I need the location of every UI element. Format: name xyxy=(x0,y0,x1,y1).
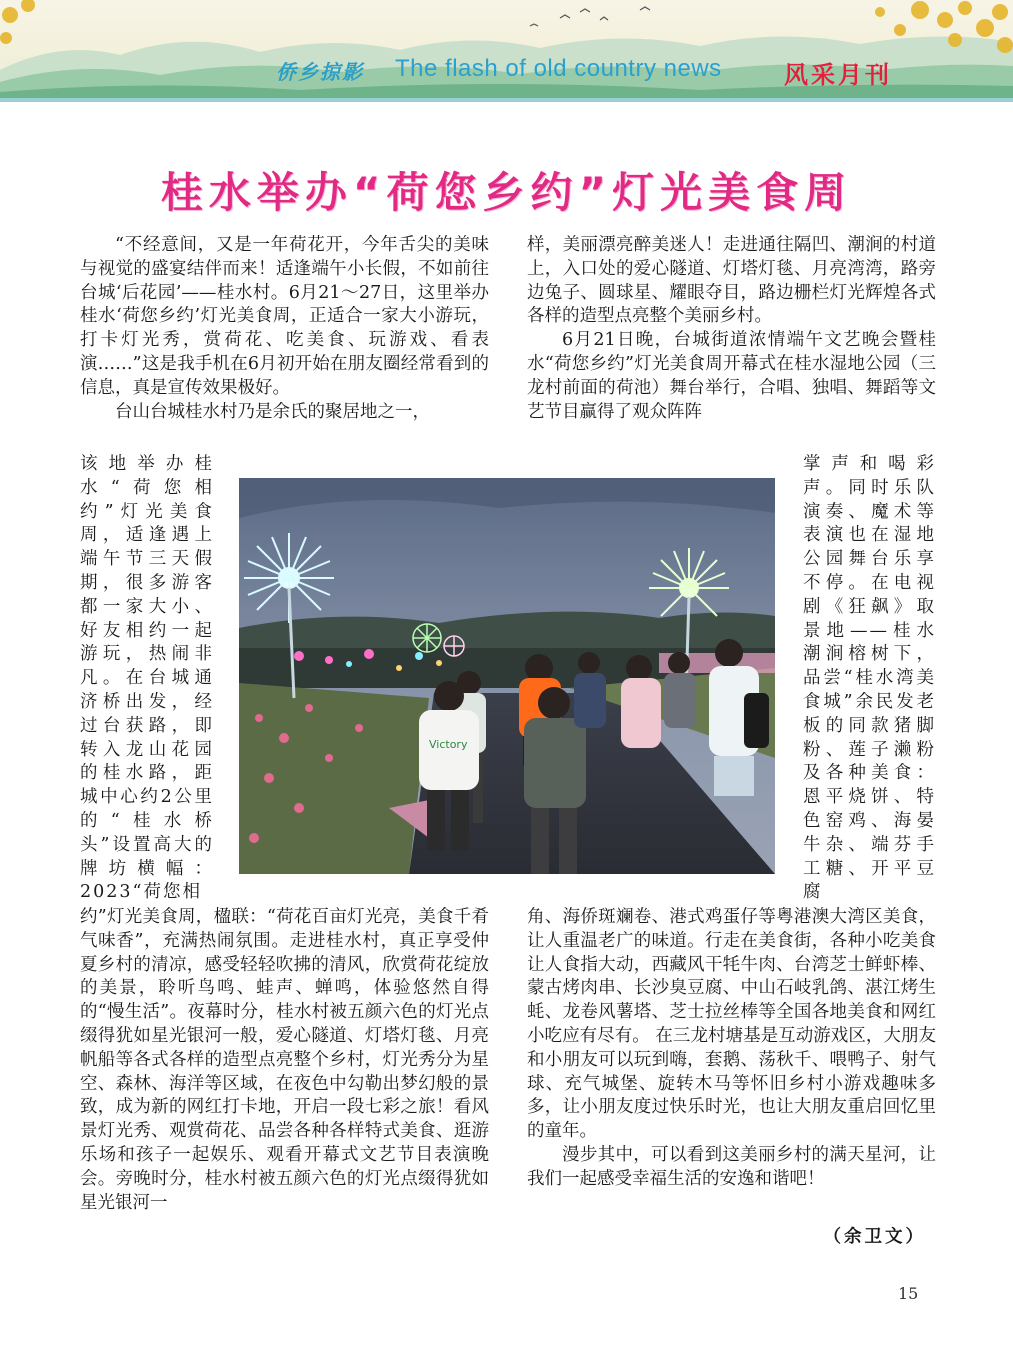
right-column-side xyxy=(803,453,936,905)
page-number: 15 xyxy=(898,1284,919,1303)
paragraph: 约”灯光美食周，楹联：“荷花百亩灯光亮，美食千肴气味香”，充满热闹氛围。走进桂水村，真正享受仲夏乡村的清凉，感受轻轻吹拂的清风，欣赏荷花绽放的美景，聆听鸟鸣、蛙声、蝉鸣，体验悠然自得的“慢生活”。夜幕时分，桂水村被五颜六色的灯光点缀得犹如星光银河一般，爱心隧道、灯塔灯毯、月亮帆船等各式各样的造型点亮整个乡村，灯光秀分为星空、森林、海洋等区域，在夜色中勾勒出梦幻般的景致，成为新的网红打卡地，开启一段七彩之旅！看风景灯光秀、观赏荷花、品尝各种各样特式美食、逛游乐场和孩子一起娱乐、观看开幕式文艺节目表演晚会。旁晚时分，桂水村被五颜六色的灯光点缀得犹如星光银河一 xyxy=(80,907,489,1213)
left-column-side xyxy=(80,453,214,905)
paragraph: 样，美丽漂亮醉美迷人！走进通往隔凹、潮涧的村道上，入口处的爱心隧道、灯塔灯毯、月亮湾湾，路旁边兔子、圆球星、耀眼夺目，路边栅栏灯光辉煌各式各样的造型点亮整个美丽乡村。 xyxy=(527,235,936,327)
paragraph: 掌声和喝彩声。同时乐队演奏、魔术等表演也在湿地公园舞台乐享不停。在电视剧《狂飙》取景地——桂水潮涧榕树下，品尝“桂水湾美食城”余民发老板的同款猪脚粉、莲子濑粉及各种美食：恩平烧饼、特色窑鸡、海晏牛杂、端芬手工糖、开平豆腐 xyxy=(803,454,936,903)
right-column-top xyxy=(527,234,936,424)
night-light-show-photo xyxy=(239,478,775,874)
paragraph: 6月21日晚，台城街道浓情端午文艺晚会暨桂水“荷您乡约”灯光美食周开幕式在桂水湿地公园（三龙村前面的荷池）舞台举行，合唱、独唱、舞蹈等文艺节目赢得了观众阵阵 xyxy=(527,330,936,422)
paragraph: 台山台城桂水村乃是余氏的聚居地之一， xyxy=(115,401,430,422)
section-title-cn: 侨乡掠影 xyxy=(276,60,364,84)
section-title-en: The flash of old country news xyxy=(395,55,722,82)
article-photo xyxy=(239,478,775,874)
magazine-name: 风采月刊 xyxy=(784,61,892,89)
author-byline: （余卫文） xyxy=(823,1227,926,1247)
right-column-bottom xyxy=(527,906,936,1192)
paragraph: 该地举办桂水“荷您相约”灯光美食周，适逢遇上端午节三天假期，很多游客都一家大小、好友相约一起游玩，热闹非凡。在台城通济桥出发，经过台获路，即转入龙山花园的桂水路，距城中心约2公里的“桂水桥头”设置高大的牌坊横幅：2023“荷您相 xyxy=(80,454,214,903)
paragraph: 角、海侨斑斓卷、港式鸡蛋仔等粤港澳大湾区美食，让人重温老广的味道。行走在美食街，各种小吃美食让人食指大动，西藏风干牦牛肉、台湾芝士鲜虾棒、蒙古烤肉串、长沙臭豆腐、中山石岐乳鸽、湛江烤生蚝、龙卷风薯塔、芝士拉丝棒等全国各地美食和网红小吃应有尽有。 在三龙村塘基是互动游戏区，大朋友和小朋友可以玩到嗨，套鹅、荡秋千、喂鸭子、射气球、充气城堡、旋转木马等怀旧乡村小游戏趣味多多，让小朋友度过快乐时光，也让大朋友重启回忆里的童年。 xyxy=(527,907,936,1142)
header-banner xyxy=(0,0,1013,102)
paragraph: “不经意间，又是一年荷花开，今年舌尖的美味与视觉的盛宴结伴而来！适逢端午小长假，不如前往台城‘后花园’——桂水村。6月21～27日，这里举办桂水‘荷您乡约’灯光美食周，正适合一家大小游玩，打卡灯光秀，赏荷花、吃美食、玩游戏、看表演……”这是我手机在6月初开始在朋友圈经常看到的信息，真是宣传效果极好。 xyxy=(80,235,489,398)
left-column-top xyxy=(80,234,489,424)
paragraph: 漫步其中，可以看到这美丽乡村的满天星河，让我们一起感受幸福生活的安逸和谐吧！ xyxy=(527,1144,936,1189)
shirt-text: Victory xyxy=(429,738,468,751)
left-column-bottom xyxy=(80,906,489,1215)
article-title: 桂水举办“荷您乡约”灯光美食周 xyxy=(160,168,853,217)
